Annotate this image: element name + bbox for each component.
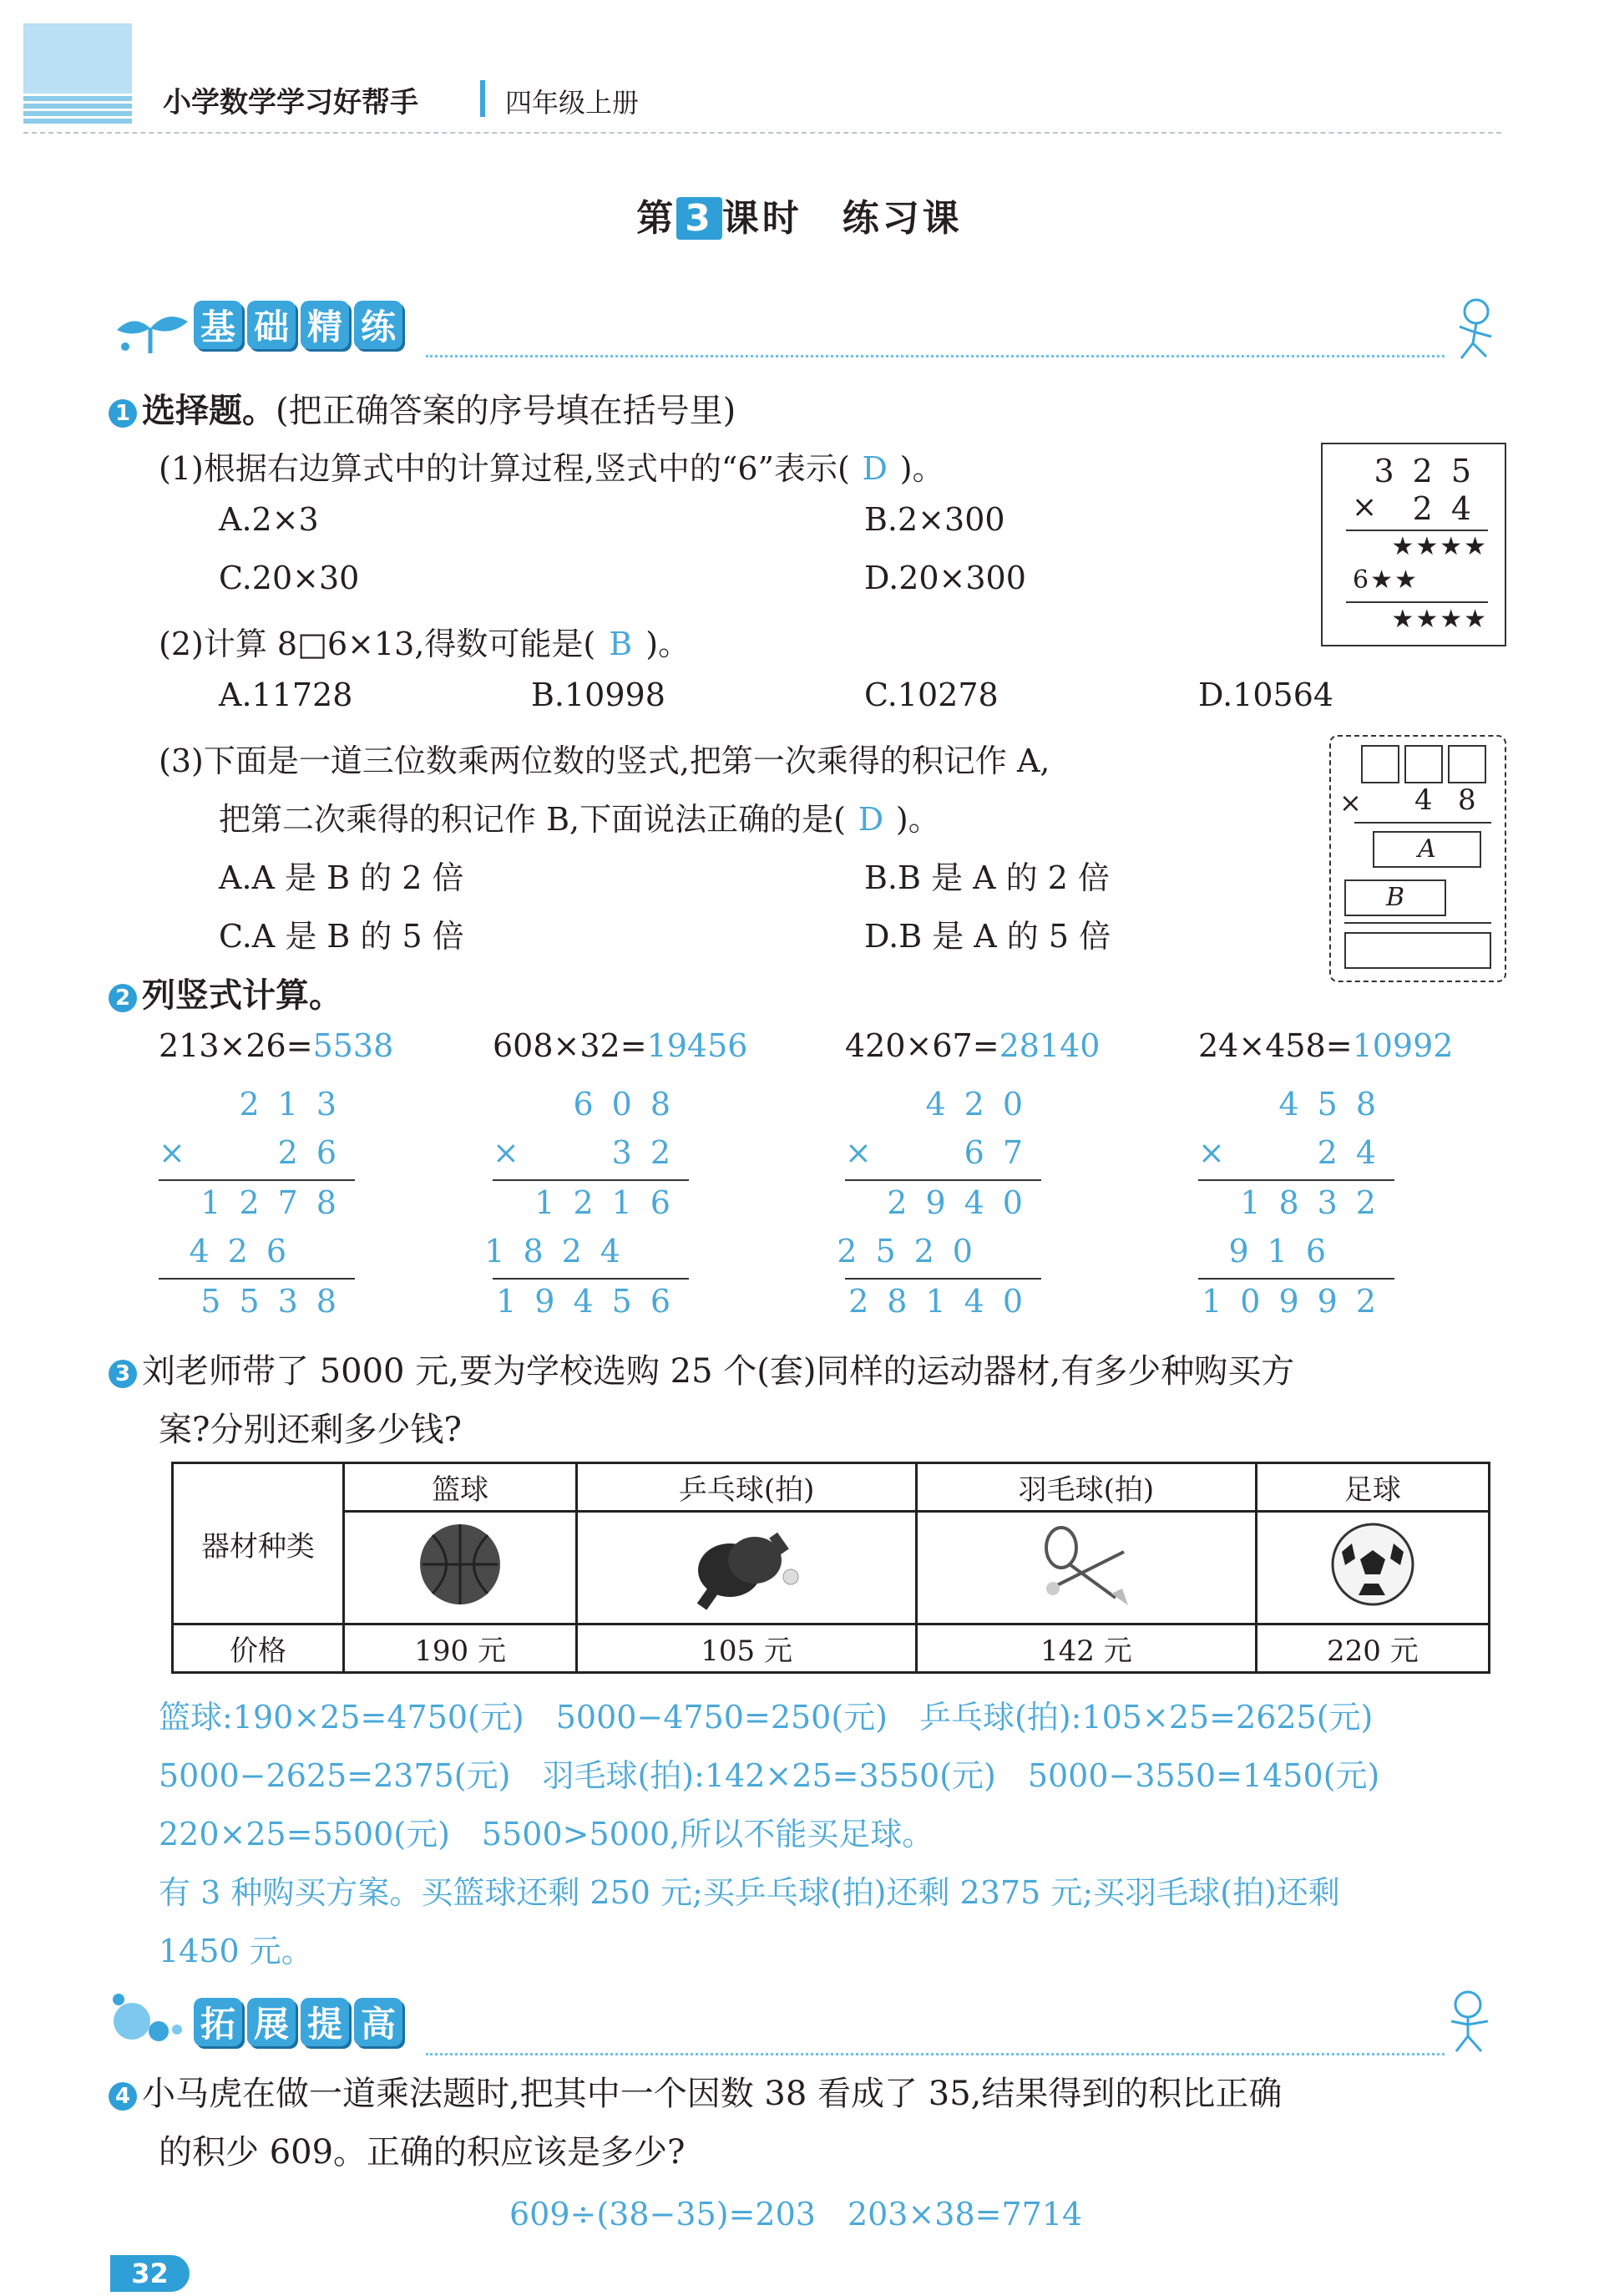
q1-p2-option-c: C.10278 xyxy=(864,677,999,713)
calc-row: 1824 xyxy=(484,1233,639,1270)
q1-p1-option-c: C.20×30 xyxy=(219,560,360,596)
table-price: 105 元 xyxy=(577,1624,917,1673)
calc-line xyxy=(493,1179,689,1181)
q2-answer: 28140 xyxy=(999,1027,1101,1064)
multiply-sign: × xyxy=(159,1134,185,1171)
table-row-label: 器材种类 xyxy=(173,1463,344,1624)
section-char: 拓 xyxy=(194,1998,242,2046)
digit-box xyxy=(1448,745,1486,783)
calc-row: 24 xyxy=(1412,490,1490,527)
section-rule xyxy=(426,2053,1445,2055)
header-divider xyxy=(480,80,485,117)
calc-row: 1278 xyxy=(200,1184,355,1221)
header-subtitle: 四年级上册 xyxy=(505,87,640,119)
section-char: 精 xyxy=(301,301,349,349)
section-basic-banner xyxy=(194,301,402,349)
calc-line xyxy=(845,1278,1041,1280)
calc-row: 24 xyxy=(1317,1134,1394,1171)
q2-answer: 10992 xyxy=(1352,1027,1454,1064)
q1-p1-calc-box xyxy=(1321,443,1506,646)
calc-line xyxy=(1198,1179,1394,1181)
section-char: 础 xyxy=(247,301,296,349)
calc-row: 213 xyxy=(239,1086,355,1123)
q1-p3-calc-box xyxy=(1329,735,1506,982)
q2-expression: 24×458=10992 xyxy=(1198,1027,1454,1064)
table-price: 220 元 xyxy=(1256,1624,1489,1673)
digit-box xyxy=(1361,745,1399,783)
q3-solution-line: 有 3 种购买方案。买篮球还剩 250 元;买乒乓球(拍)还剩 2375 元;买羽毛球(拍)还剩 xyxy=(159,1874,1340,1911)
table-header: 羽毛球(拍) xyxy=(916,1463,1256,1512)
ping-pong-icon xyxy=(577,1512,917,1624)
lesson-title: 第 3 课时 练习课 xyxy=(636,197,963,240)
section-rule xyxy=(426,355,1445,357)
q3-solution-line: 5000−2625=2375(元) 羽毛球(拍):142×25=3550(元) 5000−3550=1450(元) xyxy=(159,1757,1380,1794)
calc-row: 420 xyxy=(925,1086,1041,1123)
header-title: 小学数学学习好帮手 xyxy=(163,86,418,119)
q3-solution-line: 220×25=5500(元) 5500>5000,所以不能买足球。 xyxy=(159,1816,934,1853)
q3-heading: 3 刘老师带了 5000 元,要为学校选购 25 个(套)同样的运动器材,有多少种购买方 xyxy=(109,1345,1294,1392)
q2-expression: 608×32=19456 xyxy=(493,1027,748,1064)
q2-number: 2 xyxy=(109,984,137,1012)
multiply-sign: × xyxy=(493,1134,519,1171)
section-char: 练 xyxy=(354,301,402,349)
calc-row: ★★★★ xyxy=(1391,532,1488,561)
multiply-sign: × xyxy=(845,1134,872,1171)
q1-p3-line2: 把第二次乘得的积记作 B,下面说法正确的是( D )。 xyxy=(219,801,940,838)
calc-row: 1216 xyxy=(534,1184,689,1221)
q1-heading: 1 选择题。(把正确答案的序号填在括号里) xyxy=(109,384,736,432)
calc-row: 28140 xyxy=(848,1283,1041,1320)
q3-number: 3 xyxy=(109,1360,137,1388)
q3-solution-line: 1450 元。 xyxy=(159,1933,313,1969)
q1-p2-text: (2)计算 8□6×13,得数可能是( B )。 xyxy=(159,626,691,662)
calc-row: 608 xyxy=(573,1086,689,1123)
q4-solution: 609÷(38−35)=203 203×38=7714 xyxy=(509,2196,1083,2233)
q1-p2-option-a: A.11728 xyxy=(219,677,353,713)
section-char: 高 xyxy=(354,1998,402,2046)
calc-row: 6★★ xyxy=(1353,565,1419,595)
digit-box xyxy=(1404,745,1443,783)
kid-icon xyxy=(1436,1988,1503,2055)
q4-heading: 4 小马虎在做一道乘法题时,把其中一个因数 38 看成了 35,结果得到的积比正确 xyxy=(109,2067,1282,2115)
section-char: 展 xyxy=(247,1998,296,2046)
section-char: 基 xyxy=(194,301,242,349)
q1-p3-option-d: D.B 是 A 的 5 倍 xyxy=(864,918,1111,955)
multiply-sign: × xyxy=(1352,490,1378,525)
basketball-icon xyxy=(344,1512,577,1624)
calc-row: 67 xyxy=(964,1134,1041,1171)
q2-expression: 213×26=5538 xyxy=(159,1027,394,1064)
q2-vertical-calc xyxy=(1198,1086,1394,1328)
table-header: 足球 xyxy=(1256,1463,1489,1512)
q3-line2: 案?分别还剩多少钱? xyxy=(159,1411,462,1449)
soccer-ball-icon xyxy=(1256,1512,1489,1624)
table-header: 篮球 xyxy=(344,1463,577,1512)
calc-line xyxy=(1344,922,1491,924)
bubbles-icon xyxy=(109,1988,188,2046)
calc-row: 26 xyxy=(277,1134,355,1171)
q1-p3-option-b: B.B 是 A 的 2 倍 xyxy=(864,859,1110,896)
section-char: 提 xyxy=(301,1998,349,2046)
result-box xyxy=(1344,932,1491,969)
calc-row: 10992 xyxy=(1202,1283,1394,1320)
q1-p2-answer: B xyxy=(609,626,633,662)
calc-digit: 8 xyxy=(1458,783,1476,817)
calc-line xyxy=(1346,530,1488,531)
q4-line2: 的积少 609。正确的积应该是多少? xyxy=(159,2133,686,2172)
q1-p1-option-b: B.2×300 xyxy=(864,501,1005,538)
product-a-box: A xyxy=(1373,831,1481,868)
q1-p2-option-b: B.10998 xyxy=(531,677,665,713)
calc-row: 325 xyxy=(1374,453,1490,489)
calc-digit: 4 xyxy=(1414,783,1433,817)
multiply-sign: × xyxy=(1339,787,1362,819)
q2-vertical-calc xyxy=(159,1086,355,1328)
table-price: 142 元 xyxy=(916,1624,1256,1673)
calc-row: ★★★★ xyxy=(1391,605,1488,634)
q1-p3-answer: D xyxy=(858,801,884,838)
q1-p2-option-d: D.10564 xyxy=(1198,677,1334,713)
sprout-icon xyxy=(109,297,192,355)
calc-row: 2940 xyxy=(887,1184,1041,1221)
q2-vertical-calc xyxy=(484,1086,689,1328)
q1-p3-option-a: A.A 是 B 的 2 倍 xyxy=(219,859,464,896)
calc-line xyxy=(1198,1278,1394,1280)
equipment-table xyxy=(171,1462,1490,1674)
calc-line xyxy=(159,1278,355,1280)
header-rule xyxy=(23,132,1501,134)
calc-line xyxy=(845,1179,1041,1181)
calc-line xyxy=(159,1179,355,1181)
calc-row: 458 xyxy=(1278,1086,1394,1123)
q1-p1-option-d: D.20×300 xyxy=(864,560,1026,596)
q2-vertical-calc xyxy=(837,1086,1041,1328)
q1-p1-text: (1)根据右边算式中的计算过程,竖式中的“6”表示( D )。 xyxy=(159,450,944,487)
q1-number: 1 xyxy=(109,399,137,428)
q2-answer: 19456 xyxy=(646,1027,748,1064)
q1-p3-line1: (3)下面是一道三位数乘两位数的竖式,把第一次乘得的积记作 A, xyxy=(159,743,1050,779)
q4-number: 4 xyxy=(109,2082,137,2111)
calc-row: 32 xyxy=(611,1134,689,1171)
calc-row: 2520 xyxy=(837,1233,991,1270)
q3-solution-line: 篮球:190×25=4750(元) 5000−4750=250(元) 乒乓球(拍):105×25=2625(元) xyxy=(159,1699,1374,1736)
q1-p1-answer: D xyxy=(862,450,888,487)
calc-row: 19456 xyxy=(496,1283,689,1320)
table-price-label: 价格 xyxy=(173,1624,344,1673)
table-price: 190 元 xyxy=(344,1624,577,1673)
product-b-box: B xyxy=(1344,879,1446,916)
calc-line xyxy=(1354,822,1491,824)
section-advanced-banner xyxy=(194,1998,402,2046)
calc-row: 426 xyxy=(189,1233,305,1270)
calc-row: 1832 xyxy=(1240,1184,1394,1221)
calc-line xyxy=(493,1278,689,1280)
calc-row: 5538 xyxy=(200,1283,355,1320)
q1-p3-option-c: C.A 是 B 的 5 倍 xyxy=(219,918,464,955)
badminton-icon xyxy=(916,1512,1256,1624)
q2-expression: 420×67=28140 xyxy=(845,1027,1101,1064)
q1-p1-option-a: A.2×3 xyxy=(219,501,319,538)
table-header: 乒乓球(拍) xyxy=(577,1463,917,1512)
page-number: 32 xyxy=(110,2255,190,2292)
multiply-sign: × xyxy=(1198,1134,1225,1171)
q2-answer: 5538 xyxy=(312,1027,394,1064)
q2-heading: 2 列竖式计算。 xyxy=(109,969,342,1016)
header-stripes xyxy=(23,94,132,124)
lesson-number: 3 xyxy=(676,197,722,240)
calc-line xyxy=(1346,601,1488,603)
kid-icon xyxy=(1445,297,1503,363)
calc-row: 916 xyxy=(1228,1233,1344,1270)
